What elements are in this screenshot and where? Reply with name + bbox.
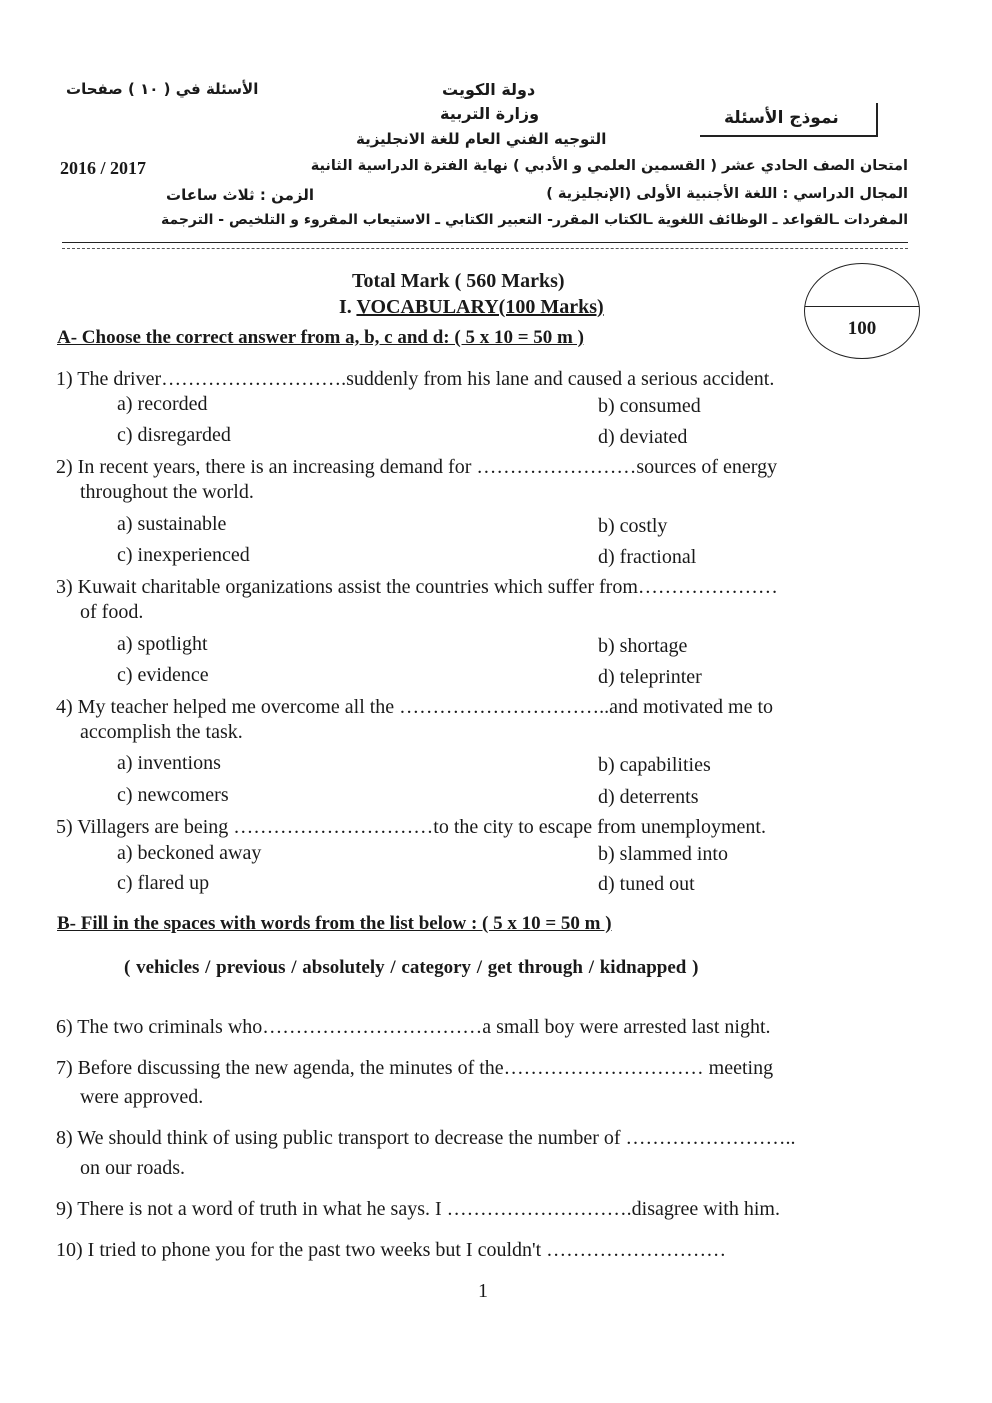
q5-option-a: a) beckoned away	[117, 842, 262, 864]
question-6: 6) The two criminals who……………………………a small boy were arrested last night.	[56, 1016, 771, 1038]
question-5: 5) Villagers are being …………………………to the city to escape from unemployment.	[56, 816, 766, 838]
header-divider-bottom	[62, 248, 908, 249]
time-line: الزمن : ثلاث ساعات	[166, 186, 314, 204]
contents-line: المفردات ـالقواعد ـ الوظائف اللغوية ـالكتاب المقرر- التعبير الكتابي ـ الاستيعاب المقروء و التلخيص - الترجمة	[160, 212, 908, 228]
question-7-continuation: were approved.	[80, 1086, 204, 1108]
question-3: 3) Kuwait charitable organizations assist the countries which suffer from…………………	[56, 576, 778, 598]
header-divider-top	[62, 242, 908, 243]
question-2-continuation: throughout the world.	[80, 481, 254, 503]
question-8-continuation: on our roads.	[80, 1157, 185, 1179]
total-mark: Total Mark ( 560 Marks)	[352, 270, 565, 292]
question-7: 7) Before discussing the new agenda, the minutes of the………………………… meeting	[56, 1057, 774, 1079]
q2-option-c: c) inexperienced	[117, 544, 250, 566]
part-a-instruction: A- Choose the correct answer from a, b, c and d: ( 5 x 10 = 50 m )	[57, 327, 584, 348]
question-4-continuation: accomplish the task.	[80, 721, 243, 743]
department-name: التوجيه الفني العام للغة الانجليزية	[356, 130, 607, 148]
q1-option-c: c) disregarded	[117, 424, 231, 446]
state-name: دولة الكويت	[442, 80, 536, 99]
exam-line: امتحان الصف الحادي عشر ( القسمين العلمي و الأدبي ) نهاية الفترة الدراسية الثانية	[310, 158, 908, 174]
page-number: 1	[478, 1280, 488, 1302]
q3-option-b: b) shortage	[598, 635, 688, 657]
q5-option-c: c) flared up	[117, 872, 210, 894]
question-2: 2) In recent years, there is an increasing demand for ……………………sources of energy	[56, 456, 778, 478]
section-prefix: I.	[339, 296, 352, 318]
score-value: 100	[847, 318, 877, 339]
q4-option-d: d) deterrents	[598, 786, 699, 808]
score-divider	[805, 306, 919, 307]
academic-year: 2016 / 2017	[60, 158, 147, 178]
pages-note: الأسئلة في ( ١٠ ) صفحات	[66, 80, 259, 98]
q4-option-b: b) capabilities	[598, 754, 711, 776]
score-ellipse	[804, 263, 920, 359]
q1-option-a: a) recorded	[117, 393, 208, 415]
q3-option-c: c) evidence	[117, 664, 209, 686]
q2-option-a: a) sustainable	[117, 513, 227, 535]
word-list: ( vehicles / previous / absolutely / category / get through / kidnapped )	[124, 957, 699, 978]
question-8: 8) We should think of using public transport to decrease the number of ……………………..	[56, 1127, 796, 1149]
ministry-name: وزارة التربية	[440, 104, 540, 123]
subject-line: المجال الدراسي : اللغة الأجنبية الأولى (الإنجليزية )	[546, 186, 908, 202]
question-4: 4) My teacher helped me overcome all the …………………………..and motivated me to	[56, 696, 774, 718]
q5-option-d: d) tuned out	[598, 873, 695, 895]
q1-option-b: b) consumed	[598, 395, 701, 417]
question-3-continuation: of food.	[80, 601, 144, 623]
model-label: نموذج الأسئلة	[724, 108, 839, 128]
q2-option-d: d) fractional	[598, 546, 697, 568]
q3-option-a: a) spotlight	[117, 633, 208, 655]
q3-option-d: d) teleprinter	[598, 666, 702, 688]
q4-option-c: c) newcomers	[117, 784, 229, 806]
section-heading: VOCABULARY(100 Marks)	[356, 296, 604, 318]
part-b-instruction: B- Fill in the spaces with words from the list below : ( 5 x 10 = 50 m )	[57, 913, 612, 934]
q2-option-b: b) costly	[598, 515, 668, 537]
q1-option-d: d) deviated	[598, 426, 688, 448]
question-9: 9) There is not a word of truth in what he says. I ……………………….disagree with him.	[56, 1198, 780, 1220]
question-1: 1) The driver……………………….suddenly from his lane and caused a serious accident.	[56, 368, 775, 390]
section-title	[339, 296, 604, 319]
q5-option-b: b) slammed into	[598, 843, 728, 865]
question-10: 10) I tried to phone you for the past two weeks but I couldn't ………………………	[56, 1239, 727, 1261]
q4-option-a: a) inventions	[117, 752, 221, 774]
